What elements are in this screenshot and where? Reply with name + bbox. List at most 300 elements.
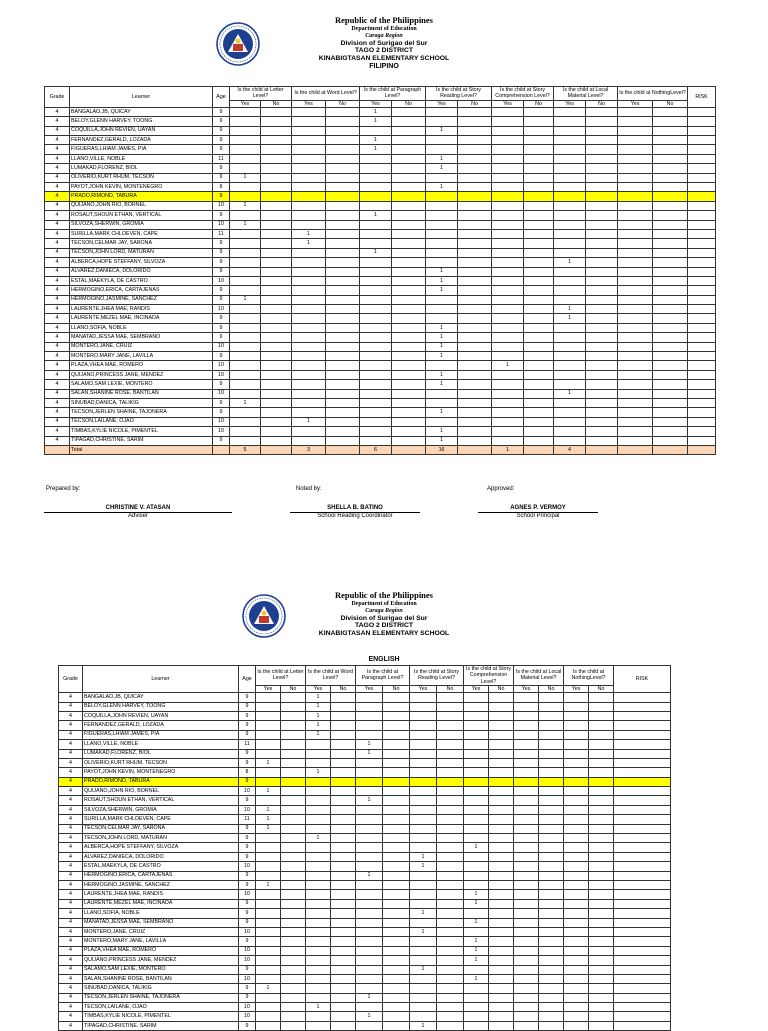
level-mark-cell	[539, 834, 564, 843]
level-mark-cell	[256, 721, 281, 730]
level-mark-cell	[292, 220, 326, 229]
level-mark-cell	[360, 173, 392, 182]
learner-name: SALAMO,SAM LEXIE, MONTERO	[70, 380, 213, 389]
level-mark-cell	[230, 305, 261, 314]
learner-name: MANATAD,JESSA MAE, SEMBRANO	[70, 333, 213, 342]
table-row	[45, 248, 716, 257]
risk-cell	[614, 927, 671, 936]
grade-cell: 4	[45, 117, 70, 126]
level-mark-cell	[618, 314, 653, 323]
level-mark-cell	[383, 711, 410, 720]
level-mark-cell	[554, 417, 586, 426]
level-mark-cell	[539, 702, 564, 711]
level-mark-cell	[360, 239, 392, 248]
level-mark-cell	[281, 899, 306, 908]
level-mark-cell	[261, 276, 292, 285]
level-mark-cell	[292, 258, 326, 267]
level-mark-cell	[564, 927, 589, 936]
level-mark-cell	[524, 399, 554, 408]
grade-cell: 4	[45, 248, 70, 257]
level-mark-cell: 1	[426, 370, 458, 379]
level-mark-cell	[356, 805, 383, 814]
level-mark-cell	[230, 417, 261, 426]
level-mark-cell	[261, 370, 292, 379]
age-cell: 10	[239, 1003, 256, 1012]
level-mark-cell	[464, 787, 489, 796]
level-mark-cell	[653, 333, 688, 342]
yes-header: Yes	[554, 100, 586, 107]
level-mark-cell	[492, 145, 524, 154]
level-mark-cell	[426, 258, 458, 267]
level-mark-cell	[589, 796, 614, 805]
level-mark-cell	[492, 192, 524, 201]
level-mark-cell	[492, 154, 524, 163]
level-mark-cell: 1	[426, 323, 458, 332]
level-mark-cell	[653, 248, 688, 257]
learner-name: TECSON,JERLEN SHAINE, TAJONERA	[70, 408, 213, 417]
risk-cell	[688, 333, 716, 342]
level-mark-cell	[230, 370, 261, 379]
level-mark-cell	[326, 229, 360, 238]
level-mark-cell	[437, 862, 464, 871]
level-mark-cell	[392, 305, 426, 314]
level-mark-cell: 1	[464, 937, 489, 946]
grade-cell: 4	[45, 389, 70, 398]
level-mark-cell	[281, 834, 306, 843]
level-mark-cell	[360, 389, 392, 398]
level-mark-cell	[306, 927, 331, 936]
level-mark-cell	[492, 126, 524, 135]
level-mark-cell	[653, 295, 688, 304]
level-mark-cell	[281, 946, 306, 955]
learner-header: Learner	[83, 666, 239, 693]
table-row	[59, 946, 671, 955]
story-level-header: Is the child at Story Reading Level?	[426, 87, 492, 101]
level-mark-cell	[586, 305, 618, 314]
level-mark-cell	[586, 220, 618, 229]
region-name: Caraga Region	[365, 607, 403, 614]
no-header: No	[653, 100, 688, 107]
level-mark-cell	[564, 721, 589, 730]
level-mark-cell	[331, 730, 356, 739]
level-mark-cell	[524, 267, 554, 276]
level-mark-cell	[256, 974, 281, 983]
level-mark-cell	[554, 192, 586, 201]
level-mark-cell	[492, 117, 524, 126]
table-row	[59, 749, 671, 758]
grade-cell: 4	[45, 305, 70, 314]
level-mark-cell	[458, 417, 492, 426]
risk-cell	[614, 956, 671, 965]
level-mark-cell	[554, 173, 586, 182]
level-mark-cell	[618, 276, 653, 285]
level-mark-cell	[618, 267, 653, 276]
level-mark-cell	[554, 352, 586, 361]
level-mark-cell	[554, 276, 586, 285]
level-mark-cell	[360, 408, 392, 417]
level-mark-cell	[586, 314, 618, 323]
yes-header: Yes	[564, 685, 589, 692]
level-mark-cell	[492, 276, 524, 285]
level-mark-cell	[437, 984, 464, 993]
learner-name: ALVAREZ,DANIECA, DOLORIDO	[70, 267, 213, 276]
level-mark-cell	[256, 1003, 281, 1012]
level-mark-cell	[306, 956, 331, 965]
level-mark-cell: 1	[230, 295, 261, 304]
level-mark-cell	[524, 417, 554, 426]
risk-cell	[614, 974, 671, 983]
level-mark-cell	[524, 145, 554, 154]
age-cell: 10	[213, 276, 230, 285]
level-mark-cell	[261, 258, 292, 267]
nothing-level-header: Is the child at NothingLevel?	[618, 87, 688, 101]
level-mark-cell	[437, 777, 464, 786]
level-mark-cell	[489, 937, 514, 946]
level-mark-cell	[458, 267, 492, 276]
level-mark-cell	[437, 974, 464, 983]
level-mark-cell: 1	[554, 305, 586, 314]
no-header: No	[586, 100, 618, 107]
grade-cell: 4	[59, 693, 83, 702]
table-row	[59, 834, 671, 843]
grade-cell: 4	[45, 427, 70, 436]
level-mark-cell	[554, 201, 586, 210]
level-mark-cell	[554, 145, 586, 154]
level-mark-cell: 1	[426, 276, 458, 285]
level-mark-cell	[524, 229, 554, 238]
yes-header: Yes	[492, 100, 524, 107]
principal-name: AGNES P. VERMOY	[510, 505, 566, 511]
level-mark-cell	[618, 361, 653, 370]
risk-cell	[614, 787, 671, 796]
level-mark-cell	[489, 918, 514, 927]
level-mark-cell	[230, 286, 261, 295]
level-mark-cell	[360, 267, 392, 276]
level-mark-cell	[426, 201, 458, 210]
level-mark-cell	[539, 740, 564, 749]
level-mark-cell	[554, 370, 586, 379]
grade-cell: 4	[59, 1003, 83, 1012]
level-mark-cell	[564, 730, 589, 739]
level-mark-cell	[410, 881, 437, 890]
level-mark-cell: 1	[256, 758, 281, 767]
risk-header: RISK	[614, 666, 671, 693]
level-mark-cell	[437, 824, 464, 833]
level-mark-cell	[326, 107, 360, 116]
level-mark-cell	[392, 258, 426, 267]
level-mark-cell	[524, 370, 554, 379]
total-value	[326, 445, 360, 454]
level-mark-cell	[464, 1021, 489, 1030]
region-name: Caraga Region	[365, 32, 403, 39]
level-mark-cell	[383, 702, 410, 711]
level-mark-cell	[326, 389, 360, 398]
level-mark-cell	[383, 740, 410, 749]
level-mark-cell	[589, 693, 614, 702]
level-mark-cell	[331, 965, 356, 974]
level-mark-cell	[410, 730, 437, 739]
level-mark-cell	[492, 342, 524, 351]
level-mark-cell	[464, 805, 489, 814]
level-mark-cell	[489, 974, 514, 983]
level-mark-cell	[360, 399, 392, 408]
level-mark-cell	[586, 380, 618, 389]
level-mark-cell	[586, 417, 618, 426]
level-mark-cell	[392, 370, 426, 379]
grade-cell: 4	[45, 370, 70, 379]
level-mark-cell	[586, 183, 618, 192]
level-mark-cell	[306, 937, 331, 946]
level-mark-cell	[410, 805, 437, 814]
level-mark-cell	[589, 815, 614, 824]
level-mark-cell	[539, 1003, 564, 1012]
level-mark-cell	[489, 927, 514, 936]
level-mark-cell: 1	[356, 993, 383, 1002]
level-mark-cell	[524, 220, 554, 229]
level-mark-cell	[539, 787, 564, 796]
level-mark-cell	[524, 276, 554, 285]
level-mark-cell	[492, 295, 524, 304]
level-mark-cell	[281, 1012, 306, 1021]
risk-cell	[614, 993, 671, 1002]
level-mark-cell	[383, 862, 410, 871]
table-row	[45, 380, 716, 389]
level-mark-cell	[514, 843, 539, 852]
level-mark-cell	[653, 436, 688, 445]
level-mark-cell	[306, 815, 331, 824]
level-mark-cell	[539, 768, 564, 777]
risk-cell	[688, 286, 716, 295]
level-mark-cell: 1	[306, 721, 331, 730]
level-mark-cell	[256, 909, 281, 918]
level-mark-cell	[261, 352, 292, 361]
republic-title: Republic of the Philippines	[334, 590, 433, 600]
learner-name: LLANO,VILLE, NOBLE	[70, 154, 213, 163]
level-mark-cell	[392, 342, 426, 351]
risk-cell	[614, 871, 671, 880]
level-mark-cell	[489, 824, 514, 833]
level-mark-cell	[281, 777, 306, 786]
level-mark-cell	[437, 768, 464, 777]
level-mark-cell: 1	[492, 361, 524, 370]
grade-cell: 4	[59, 702, 83, 711]
level-mark-cell	[489, 1003, 514, 1012]
learner-name: OLIVERIO,KURT RHUM, TECSON	[70, 173, 213, 182]
level-mark-cell	[331, 768, 356, 777]
level-mark-cell	[426, 145, 458, 154]
level-mark-cell: 1	[256, 881, 281, 890]
learner-name: LAURENTE,JHEA MAE, RANDIS	[83, 890, 239, 899]
level-mark-cell	[489, 843, 514, 852]
level-mark-cell	[360, 361, 392, 370]
level-mark-cell	[653, 342, 688, 351]
learner-name: LUMAKAD,FLORENZ, BIOL	[83, 749, 239, 758]
level-mark-cell	[281, 787, 306, 796]
grade-cell: 4	[45, 107, 70, 116]
level-mark-cell	[437, 993, 464, 1002]
level-mark-cell	[539, 974, 564, 983]
level-mark-cell	[256, 890, 281, 899]
no-header: No	[326, 100, 360, 107]
level-mark-cell	[514, 768, 539, 777]
level-mark-cell	[564, 749, 589, 758]
level-mark-cell	[281, 956, 306, 965]
level-mark-cell	[554, 183, 586, 192]
filipino-assessment-table	[44, 86, 716, 455]
level-mark-cell	[492, 380, 524, 389]
level-mark-cell	[256, 918, 281, 927]
level-mark-cell	[437, 1021, 464, 1030]
level-mark-cell	[356, 768, 383, 777]
level-mark-cell	[281, 749, 306, 758]
level-mark-cell	[653, 164, 688, 173]
level-mark-cell	[554, 427, 586, 436]
level-mark-cell	[564, 918, 589, 927]
level-mark-cell	[230, 323, 261, 332]
level-mark-cell	[331, 927, 356, 936]
total-value	[392, 445, 426, 454]
level-mark-cell	[653, 427, 688, 436]
level-mark-cell	[383, 946, 410, 955]
level-mark-cell	[524, 352, 554, 361]
risk-cell	[688, 389, 716, 398]
level-mark-cell	[464, 815, 489, 824]
level-mark-cell	[326, 342, 360, 351]
level-mark-cell	[492, 164, 524, 173]
level-mark-cell	[589, 937, 614, 946]
level-mark-cell	[392, 295, 426, 304]
grade-cell: 4	[59, 852, 83, 861]
level-mark-cell	[356, 965, 383, 974]
noted-by-label: Noted by:	[296, 486, 322, 492]
level-mark-cell	[564, 974, 589, 983]
level-mark-cell	[437, 749, 464, 758]
level-mark-cell	[326, 239, 360, 248]
level-mark-cell	[554, 286, 586, 295]
level-mark-cell	[514, 702, 539, 711]
level-mark-cell	[331, 693, 356, 702]
level-mark-cell	[514, 890, 539, 899]
comprehension-level-header: Is the child at Story Comprehension Level?	[464, 666, 514, 686]
level-mark-cell	[383, 824, 410, 833]
no-header: No	[489, 685, 514, 692]
table-row	[45, 229, 716, 238]
level-mark-cell: 1	[356, 749, 383, 758]
level-mark-cell	[261, 380, 292, 389]
table-row	[59, 852, 671, 861]
age-cell: 10	[213, 427, 230, 436]
yes-header: Yes	[292, 100, 326, 107]
level-mark-cell	[437, 805, 464, 814]
level-mark-cell	[539, 730, 564, 739]
level-mark-cell	[564, 740, 589, 749]
level-mark-cell	[554, 333, 586, 342]
learner-name: HERMOGINO,JASMINE, SANCHEZ	[83, 881, 239, 890]
level-mark-cell	[458, 136, 492, 145]
level-mark-cell	[261, 154, 292, 163]
level-mark-cell	[426, 192, 458, 201]
risk-cell	[614, 834, 671, 843]
level-mark-cell	[281, 721, 306, 730]
grade-cell: 4	[45, 154, 70, 163]
level-mark-cell	[564, 777, 589, 786]
level-mark-cell	[464, 740, 489, 749]
level-mark-cell	[514, 796, 539, 805]
level-mark-cell	[292, 154, 326, 163]
level-mark-cell	[392, 408, 426, 417]
level-mark-cell	[464, 965, 489, 974]
learner-name: FERNANDEZ,GERALD, LOZADA	[70, 136, 213, 145]
table-row	[59, 730, 671, 739]
total-value	[261, 445, 292, 454]
level-mark-cell	[514, 815, 539, 824]
age-cell: 9	[239, 749, 256, 758]
level-mark-cell	[230, 183, 261, 192]
table-row	[45, 154, 716, 163]
level-mark-cell	[230, 258, 261, 267]
level-mark-cell	[524, 183, 554, 192]
grade-cell: 4	[59, 843, 83, 852]
total-value	[586, 445, 618, 454]
grade-cell: 4	[45, 229, 70, 238]
level-mark-cell	[524, 154, 554, 163]
level-mark-cell	[326, 286, 360, 295]
level-mark-cell	[458, 192, 492, 201]
level-mark-cell	[618, 342, 653, 351]
learner-name: QUIJANO,JOHN RIO, BORNEL	[83, 787, 239, 796]
level-mark-cell	[292, 248, 326, 257]
learner-name: BELOY,GLENN HARVEY, TOONG	[70, 117, 213, 126]
level-mark-cell	[392, 107, 426, 116]
grade-cell: 4	[59, 937, 83, 946]
level-mark-cell	[306, 740, 331, 749]
level-mark-cell	[331, 824, 356, 833]
yes-header: Yes	[464, 685, 489, 692]
learner-name: BELOY,GLENN HARVEY, TOONG	[83, 702, 239, 711]
level-mark-cell	[392, 399, 426, 408]
level-mark-cell	[410, 1003, 437, 1012]
level-mark-cell	[331, 1012, 356, 1021]
level-mark-cell	[281, 927, 306, 936]
level-mark-cell: 1	[292, 239, 326, 248]
learner-name: LUMAKAD,FLORENZ, BIOL	[70, 164, 213, 173]
age-cell: 9	[213, 211, 230, 220]
level-mark-cell	[230, 192, 261, 201]
level-mark-cell	[392, 211, 426, 220]
age-cell: 10	[213, 389, 230, 398]
age-cell: 10	[239, 805, 256, 814]
level-mark-cell: 1	[306, 711, 331, 720]
table-row	[59, 974, 671, 983]
level-mark-cell	[464, 711, 489, 720]
grade-cell: 4	[59, 1021, 83, 1030]
level-mark-cell	[383, 965, 410, 974]
grade-cell: 4	[59, 740, 83, 749]
level-mark-cell	[360, 286, 392, 295]
level-mark-cell	[256, 834, 281, 843]
level-mark-cell	[360, 126, 392, 135]
level-mark-cell	[489, 758, 514, 767]
level-mark-cell	[356, 815, 383, 824]
nothing-level-header: Is the child at NothingLevel?	[564, 666, 614, 686]
level-mark-cell	[360, 342, 392, 351]
level-mark-cell	[356, 899, 383, 908]
learner-name: TECSON,CELMAR JAY, SARONA	[83, 824, 239, 833]
age-cell: 9	[239, 965, 256, 974]
age-cell: 9	[213, 136, 230, 145]
level-mark-cell	[281, 711, 306, 720]
level-mark-cell	[554, 380, 586, 389]
